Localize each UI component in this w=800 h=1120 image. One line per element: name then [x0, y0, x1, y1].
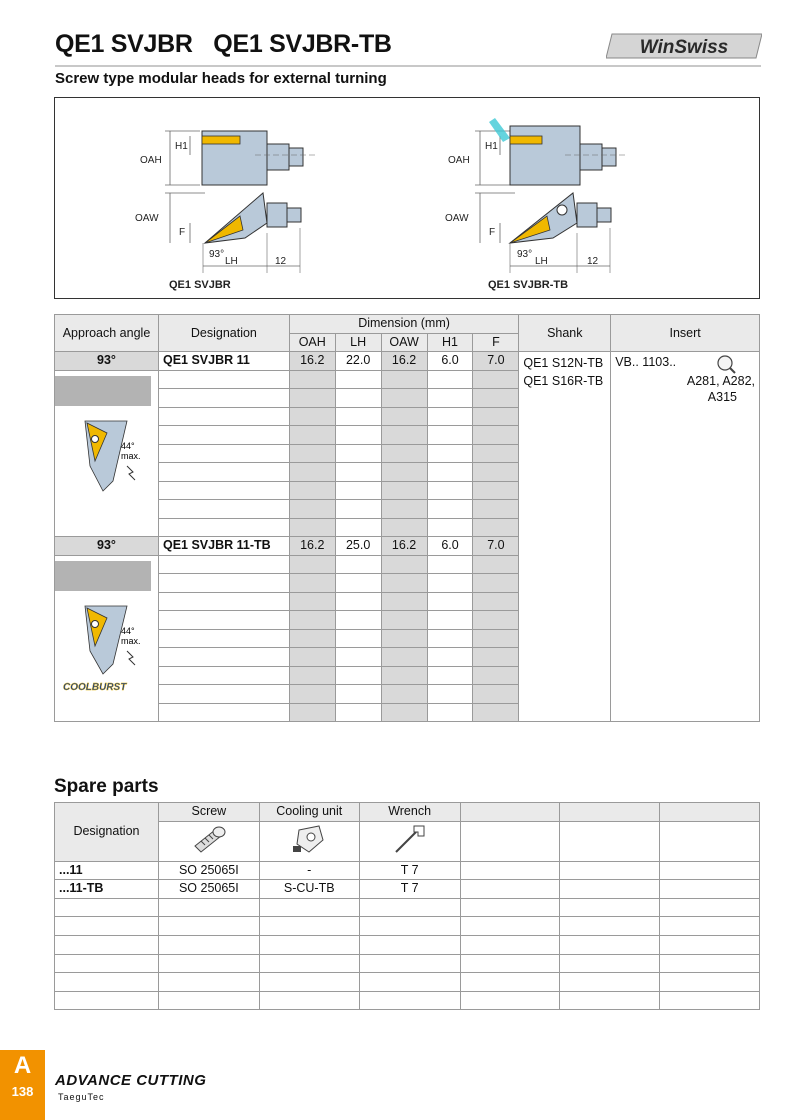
shank-1: QE1 S12N-TB — [523, 356, 604, 370]
header-shank: Shank — [519, 315, 611, 352]
sp-row1-designation: ...11 — [55, 861, 159, 880]
row1-designation: QE1 SVJBR 11 — [158, 352, 289, 371]
right-h1-label: H1 — [485, 141, 498, 152]
main-table — [54, 314, 760, 722]
left-h1-label: H1 — [175, 141, 188, 152]
table-row — [55, 861, 760, 880]
row2-max-angle: 44° — [121, 625, 135, 636]
header-lh: LH — [335, 333, 381, 352]
sp-row2-screw: SO 25065I — [158, 880, 259, 899]
header-designation: Designation — [158, 315, 289, 352]
left-oah-label: OAH — [140, 155, 162, 166]
subtitle: Screw type modular heads for external turning — [55, 70, 387, 87]
left-caption: QE1 SVJBR — [169, 279, 231, 291]
insert-refs-1: A281, A282, — [686, 374, 755, 388]
title-part1: QE1 SVJBR — [55, 30, 193, 58]
row1-diagram-cell — [55, 370, 159, 537]
spare-parts-title: Spare parts — [54, 776, 159, 797]
left-f-label: F — [179, 227, 186, 238]
cooling-unit-icon — [289, 822, 329, 856]
left-12-label: 12 — [275, 256, 287, 267]
right-angle-label: 93° — [517, 249, 533, 260]
brand-logo: ADVANCE CUTTING — [55, 1072, 207, 1089]
page-title — [55, 30, 406, 59]
row1-h1: 6.0 — [427, 352, 473, 371]
header-f: F — [473, 333, 519, 352]
row2-angle: 93° — [55, 537, 159, 556]
sp-header-designation: Designation — [55, 803, 159, 862]
row2-diagram-cell — [55, 555, 159, 722]
right-caption: QE1 SVJBR-TB — [488, 279, 569, 291]
right-oaw-label: OAW — [445, 213, 469, 224]
row2-oah: 16.2 — [289, 537, 335, 556]
sp-header-wrench: Wrench — [359, 803, 460, 822]
row1-insert-diagram — [55, 371, 157, 506]
insert-cell — [611, 352, 760, 722]
row1-lh: 22.0 — [335, 352, 381, 371]
page-number: 138 — [11, 1084, 34, 1099]
header-dimension: Dimension (mm) — [289, 315, 519, 334]
right-top-view — [445, 193, 611, 273]
brand-sub: TaeguTec — [58, 1092, 105, 1102]
row2-oaw: 16.2 — [381, 537, 427, 556]
insert-refs-2: A315 — [707, 390, 737, 404]
winswiss-logo — [606, 30, 762, 62]
right-lh-label: LH — [535, 256, 548, 267]
sp-row2-wrench: T 7 — [359, 880, 460, 899]
sp-row1-cooling: - — [259, 861, 359, 880]
row1-oah: 16.2 — [289, 352, 335, 371]
title-part2: QE1 SVJBR-TB — [213, 30, 392, 58]
left-side-view — [140, 131, 315, 185]
row2-designation: QE1 SVJBR 11-TB — [158, 537, 289, 556]
coolburst-logo: COOLBURST — [63, 681, 127, 693]
header-oaw: OAW — [381, 333, 427, 352]
screw-icon — [189, 822, 229, 856]
header-rule — [55, 65, 761, 67]
header-oah: OAH — [289, 333, 335, 352]
row2-max: max. — [121, 635, 141, 646]
left-top-view — [135, 193, 301, 273]
tool-drawings — [55, 98, 759, 298]
insert-code: VB.. 1103.. — [615, 355, 677, 369]
row2-lh: 25.0 — [335, 537, 381, 556]
right-oah-label: OAH — [448, 155, 470, 166]
right-side-view — [448, 118, 625, 185]
row1-max-angle: 44° — [121, 440, 135, 451]
spare-parts-table — [54, 802, 760, 1010]
table-row — [55, 352, 760, 371]
sp-row2-designation: ...11-TB — [55, 880, 159, 899]
section-letter: A — [13, 1052, 32, 1079]
wrench-icon-cell — [359, 821, 460, 861]
figure-box — [54, 97, 760, 299]
header-approach-angle: Approach angle — [55, 315, 159, 352]
screw-icon-cell — [158, 821, 259, 861]
shank-2: QE1 S16R-TB — [523, 374, 604, 388]
left-angle-label: 93° — [209, 249, 225, 260]
sp-header-cooling: Cooling unit — [259, 803, 359, 822]
header-h1: H1 — [427, 333, 473, 352]
sp-row1-wrench: T 7 — [359, 861, 460, 880]
shank-cell — [519, 352, 611, 722]
right-12-label: 12 — [587, 256, 599, 267]
sp-header-screw: Screw — [158, 803, 259, 822]
wrench-icon — [390, 822, 430, 856]
row1-oaw: 16.2 — [381, 352, 427, 371]
header-insert: Insert — [611, 315, 760, 352]
sp-row2-cooling: S-CU-TB — [259, 880, 359, 899]
magnifier-icon — [715, 354, 737, 374]
table-row — [55, 880, 760, 899]
logo-text: WinSwiss — [639, 37, 729, 58]
sp-row1-screw: SO 25065I — [158, 861, 259, 880]
row2-h1: 6.0 — [427, 537, 473, 556]
row2-f: 7.0 — [473, 537, 519, 556]
right-f-label: F — [489, 227, 496, 238]
cooling-unit-icon-cell — [259, 821, 359, 861]
row1-angle: 93° — [55, 352, 159, 371]
left-lh-label: LH — [225, 256, 238, 267]
row1-f: 7.0 — [473, 352, 519, 371]
left-oaw-label: OAW — [135, 213, 159, 224]
row2-insert-diagram — [55, 556, 157, 696]
section-tab — [0, 1050, 45, 1120]
row1-max: max. — [121, 450, 141, 461]
